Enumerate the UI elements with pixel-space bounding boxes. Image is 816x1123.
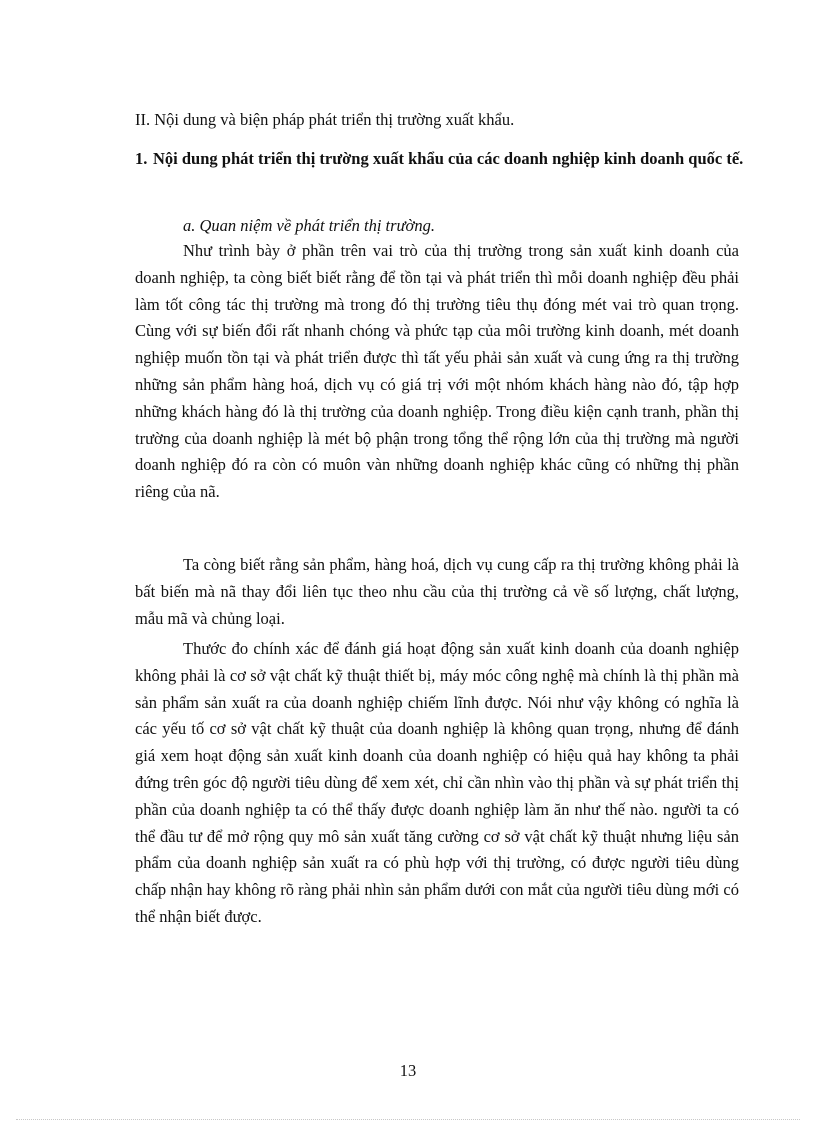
subsection-number: 1. <box>135 149 148 168</box>
subsection-title: Nội dung phát triển thị trường xuất khẩu của các doanh nghiệp kinh doanh quốc tế. <box>153 149 744 168</box>
page-bottom-divider <box>16 1119 800 1120</box>
item-label: a. Quan niệm về phát triển thị trường. <box>183 216 435 235</box>
page-number: 13 <box>399 1061 417 1080</box>
subsection-heading <box>135 146 747 173</box>
body-paragraph-1: Như trình bày ở phần trên vai trò của thị trường trong sản xuất kinh doanh của doanh nghiệp, ta còng biết biết rằng để tồn tại và phát triển thì mỗi doanh nghiệp đều phải làm tốt công tác thị trường mà trong đó thị trường tiêu thụ đóng mét vai trò quan trọng. Cùng với sự biến đổi rất nhanh chóng và phức tạp của môi trường kinh doanh, mét doanh nghiệp muốn tồn tại và phát triển được thì tất yếu phải sản xuất và cung ứng ra thị trường những sản phẩm hàng hoá, dịch vụ có giá trị với một nhóm khách hàng nào đó, tập hợp những khách hàng đó là thị trường của doanh nghiệp. Trong điều kiện cạnh tranh, phần thị trường của doanh nghiệp là mét bộ phận trong tổng thể rộng lớn của thị trường mà người doanh nghiệp đó ra còn có muôn vàn những doanh nghiệp khác cũng có những thị phần riêng của nã. <box>135 241 739 502</box>
body-paragraph-3: Thước đo chính xác để đánh giá hoạt động sản xuất kinh doanh của doanh nghiệp không phải là cơ sở vật chất kỹ thuật thiết bị, máy móc công nghệ mà chính là thị phần mà sản phẩm sản xuất ra của doanh nghiệp chiếm lĩnh được. Nói như vậy không có nghĩa là các yếu tố cơ sở vật chất kỹ thuật của doanh nghiệp là không quan trọng, nhưng để đánh giá xem hoạt động sản xuất kinh doanh của doanh nghiệp có hiệu quả hay không ta phải đứng trên góc độ người tiêu dùng để xem xét, chỉ cần nhìn vào thị phần và sự phát triển thị phần của doanh nghiệp ta có thể thấy được doanh nghiệp làm ăn như thế nào. người ta có thể đầu tư để mở rộng quy mô sản xuất tăng cường cơ sở vật chất kỹ thuật nhưng liệu sản phẩm của doanh nghiệp sản xuất ra có phù hợp với thị trường, có được người tiêu dùng chấp nhận hay không rõ ràng phải nhìn sản phẩm dưới con mắt của người tiêu dùng mới có thể nhận biết được. <box>135 639 739 926</box>
body-paragraph-2: Ta còng biết rằng sản phẩm, hàng hoá, dịch vụ cung cấp ra thị trường không phải là bất biến mà nã thay đổi liên tục theo nhu cầu của thị trường cả về số lượng, chất lượng, mẫu mã và chủng loại. <box>135 555 739 628</box>
section-heading: II. Nội dung và biện pháp phát triển thị trường xuất khẩu. <box>135 110 515 129</box>
